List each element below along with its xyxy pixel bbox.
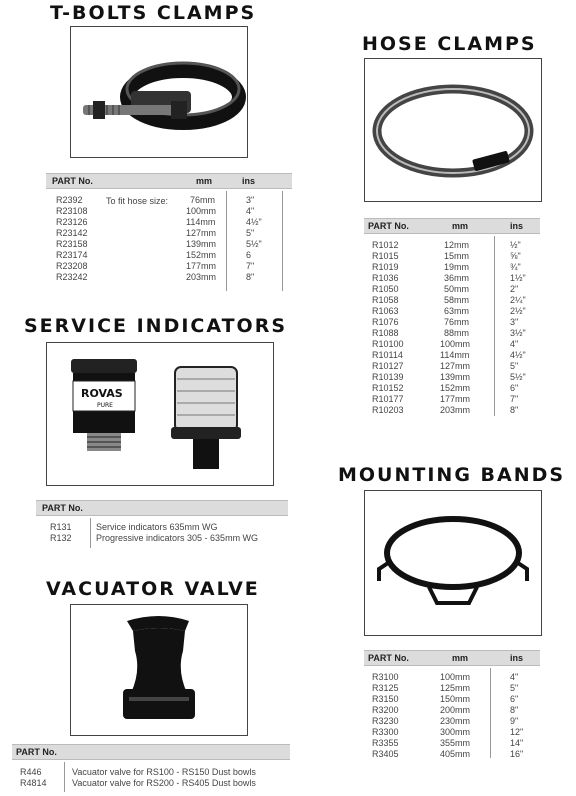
tbolts-table: [46, 173, 292, 293]
mounting-band-image: [364, 490, 542, 636]
header-part: PART No.: [42, 503, 83, 513]
hose-clamp-image: [364, 58, 542, 202]
service-table-header: [36, 500, 288, 516]
tbolts-title: T-BOLTS CLAMPS: [50, 2, 257, 24]
tbolts-table-header: [46, 173, 292, 189]
hose-clamp-icon: [365, 59, 541, 201]
table-row: R446 Vacuator valve for RS100 - RS150 Dust bowls: [20, 767, 256, 777]
table-row: R3355 355mm 14": [372, 738, 524, 748]
table-row: R1058 58mm 2¼": [372, 295, 526, 305]
vacuator-valve-icon: [71, 605, 247, 735]
table-row: R3300 300mm 12": [372, 727, 524, 737]
table-row: R1036 36mm 1½": [372, 273, 526, 283]
service-indicator-sub: PURE: [97, 402, 113, 409]
table-row: R23108 100mm 4": [56, 206, 255, 216]
hose-table-header: [364, 218, 540, 234]
table-row: R23174 152mm 6: [56, 250, 252, 260]
table-row: R10177 177mm 7": [372, 394, 519, 404]
tbolt-clamp-image: [70, 26, 248, 158]
table-row: R1015 15mm ⅝": [372, 251, 521, 261]
header-mm: mm: [452, 653, 469, 663]
table-row: R3150 150mm 6": [372, 694, 519, 704]
mounting-table: [364, 650, 540, 758]
table-row: R1088 88mm 3½": [372, 328, 526, 338]
header-ins: ins: [510, 653, 524, 663]
table-row: R1063 63mm 2½": [372, 306, 526, 316]
header-ins: ins: [242, 176, 256, 186]
service-title: SERVICE INDICATORS: [24, 315, 288, 337]
table-row: R10139 139mm 5½": [372, 372, 526, 382]
mounting-band-icon: [365, 491, 541, 635]
vacuator-table: [12, 744, 290, 794]
service-indicators-image: [46, 342, 274, 486]
header-part: PART No.: [16, 747, 57, 757]
vacuator-valve-image: [70, 604, 248, 736]
table-row: R132 Progressive indicators 305 - 635mm WG: [50, 533, 259, 543]
header-mm: mm: [452, 221, 469, 231]
table-row: R3405 405mm 16": [372, 749, 524, 759]
hose-title: HOSE CLAMPS: [362, 33, 537, 55]
service-table: [36, 500, 288, 550]
vacuator-table-header: [12, 744, 290, 760]
table-row: R10114 114mm 4½": [372, 350, 526, 360]
table-row: R131 Service indicators 635mm WG: [50, 522, 218, 532]
table-row: R3200 200mm 8": [372, 705, 519, 715]
table-row: R3230 230mm 9": [372, 716, 519, 726]
table-row: R23158 139mm 5½": [56, 239, 262, 249]
mounting-table-header: [364, 650, 540, 666]
table-row: R1050 50mm 2": [372, 284, 519, 294]
table-row: R23142 127mm 5": [56, 228, 255, 238]
service-indicator-brand: ROVAS: [81, 387, 123, 400]
table-row: R10100 100mm 4": [372, 339, 519, 349]
table-row: R1019 19mm ¾": [372, 262, 521, 272]
table-row: R3125 125mm 5": [372, 683, 519, 693]
header-part: PART No.: [52, 176, 93, 186]
header-ins: ins: [510, 221, 524, 231]
hose-table: [364, 218, 540, 418]
table-row: R1076 76mm 3": [372, 317, 519, 327]
vacuator-title: VACUATOR VALVE: [46, 578, 260, 600]
header-mm: mm: [196, 176, 213, 186]
table-row: R3100 100mm 4": [372, 672, 519, 682]
table-row: R1012 12mm ½": [372, 240, 521, 250]
table-row: R10203 203mm 8": [372, 405, 519, 415]
mounting-title: MOUNTING BANDS: [338, 464, 566, 486]
tbolt-clamp-icon: [71, 27, 247, 157]
table-row: R10127 127mm 5": [372, 361, 519, 371]
table-row: R2392 76mm 3": [56, 195, 255, 205]
table-row: R4814 Vacuator valve for RS200 - RS405 Dust bowls: [20, 778, 256, 788]
service-indicator-icon: [47, 343, 273, 485]
tbolts-note: To fit hose size:: [106, 196, 169, 206]
header-part: PART No.: [368, 221, 409, 231]
table-row: R23242 203mm 8": [56, 272, 255, 282]
table-row: R10152 152mm 6": [372, 383, 519, 393]
header-part: PART No.: [368, 653, 409, 663]
table-row: R23126 114mm 4½": [56, 217, 262, 227]
table-row: R23208 177mm 7": [56, 261, 255, 271]
